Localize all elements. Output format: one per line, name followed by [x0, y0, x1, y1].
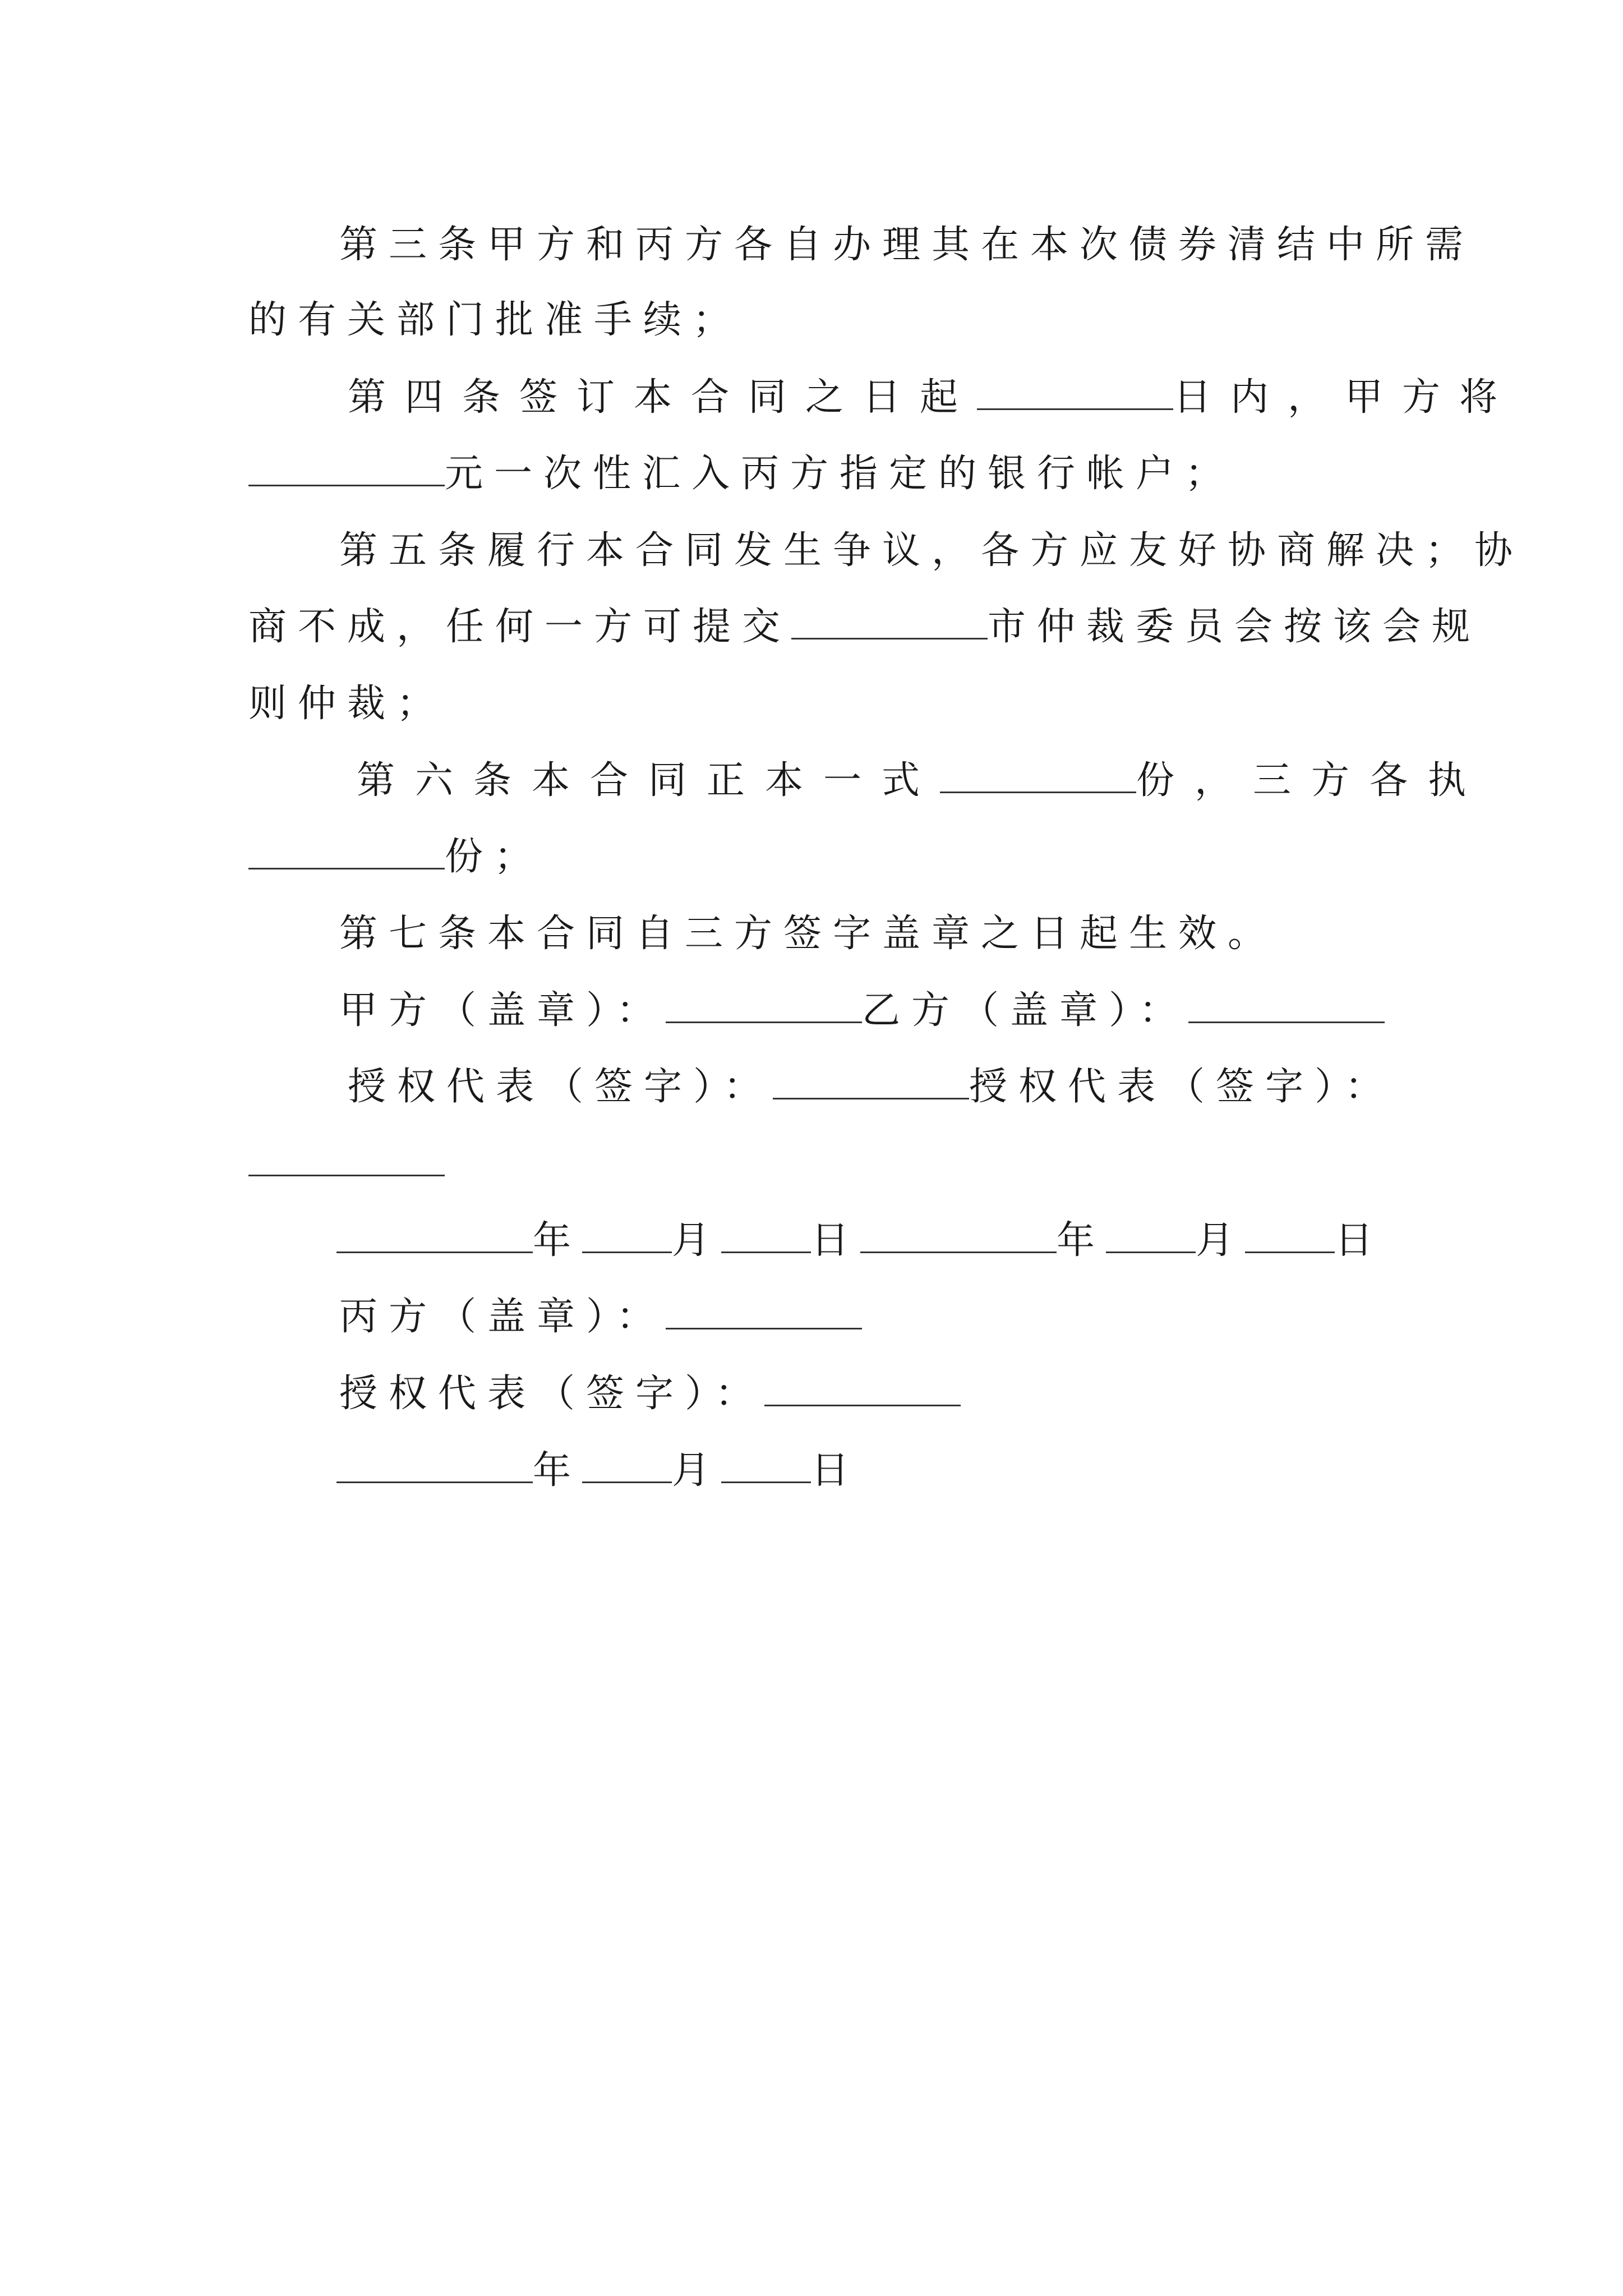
party-c-label: 丙方（盖章）：: [339, 1295, 666, 1339]
party-seal-line: [339, 986, 1385, 1036]
rep-a-label: 授权代表（签字）：: [348, 1065, 773, 1109]
date-a-year: 年: [533, 1218, 583, 1263]
clause-4-line-1: [348, 372, 1516, 423]
rep-c-line: [339, 1369, 961, 1419]
clause-5-line-3: [248, 679, 446, 729]
party-c-seal-line: [339, 1292, 862, 1342]
rep-c-signature-blank[interactable]: [764, 1369, 961, 1406]
clause-5-text-2b: 市仲裁委员会按该会规: [988, 605, 1482, 649]
clause-7-line: [339, 909, 1277, 959]
date-a-day-blank[interactable]: [721, 1216, 811, 1253]
date-b-day: 日: [1335, 1218, 1385, 1263]
date-a-month: 月: [672, 1218, 722, 1263]
date-c-day: 日: [811, 1448, 861, 1493]
date-c-day-blank[interactable]: [721, 1446, 811, 1483]
amount-blank[interactable]: [248, 449, 445, 486]
clause-3-text-2: 的有关部门批准手续；: [248, 298, 743, 342]
clause-4-line-2: [248, 449, 1234, 499]
date-b-year: 年: [1057, 1218, 1106, 1263]
party-a-seal-blank[interactable]: [666, 986, 862, 1023]
date-a-day: 日: [811, 1218, 861, 1263]
clause-4-text-2: 日内，甲方将: [1173, 375, 1517, 420]
date-b-month-blank[interactable]: [1106, 1216, 1196, 1253]
rep-c-label: 授权代表（签字）：: [339, 1372, 765, 1416]
clause-6-line-1: [357, 756, 1486, 806]
rep-b-blank-line: [248, 1139, 445, 1189]
clause-3-text-1: 第三条甲方和丙方各自办理其在本次债券清结中所需: [339, 223, 1475, 267]
arbitration-city-blank[interactable]: [791, 602, 988, 639]
clause-6-text-3: 份；: [445, 835, 544, 879]
date-line-c: [336, 1446, 860, 1496]
party-b-label: 乙方（盖章）：: [862, 988, 1189, 1033]
party-c-seal-blank[interactable]: [666, 1292, 862, 1329]
representative-line: [348, 1062, 1394, 1112]
date-line-ab: [336, 1216, 1384, 1266]
rep-b-signature-blank[interactable]: [248, 1139, 445, 1176]
date-b-year-blank[interactable]: [860, 1216, 1057, 1253]
clause-6-text-1: 第六条本合同正本一式: [357, 758, 940, 803]
clause-4-text-3: 元一次性汇入丙方指定的银行帐户；: [445, 452, 1235, 496]
clause-5-text-2a: 商不成，任何一方可提交: [248, 605, 792, 649]
clause-5-text-1: 第五条履行本合同发生争议，各方应友好协商解决；协: [339, 528, 1524, 573]
days-blank[interactable]: [977, 372, 1173, 410]
date-c-month: 月: [672, 1448, 722, 1493]
party-a-label: 甲方（盖章）：: [339, 988, 666, 1033]
clause-3-line-2: [248, 295, 742, 346]
clause-3-line-1: [339, 220, 1474, 270]
rep-b-label: 授权代表（签字）：: [969, 1065, 1395, 1109]
clause-5-text-3: 则仲裁；: [248, 682, 446, 726]
date-b-month: 月: [1196, 1218, 1246, 1263]
clause-4-text-1: 第四条签订本合同之日起: [348, 375, 978, 420]
date-b-day-blank[interactable]: [1245, 1216, 1335, 1253]
date-c-month-blank[interactable]: [582, 1446, 672, 1483]
date-a-year-blank[interactable]: [336, 1216, 533, 1253]
clause-7-text: 第七条本合同自三方签字盖章之日起生效。: [339, 912, 1278, 956]
party-b-seal-blank[interactable]: [1188, 986, 1385, 1023]
copies-total-blank[interactable]: [940, 756, 1136, 793]
clause-6-text-2: 份，三方各执: [1136, 758, 1487, 803]
clause-5-line-2: [248, 602, 1481, 652]
clause-5-line-1: [339, 526, 1524, 576]
clause-6-line-2: [248, 832, 543, 882]
date-a-month-blank[interactable]: [582, 1216, 672, 1253]
date-c-year: 年: [533, 1448, 583, 1493]
date-c-year-blank[interactable]: [336, 1446, 533, 1483]
rep-a-signature-blank[interactable]: [773, 1062, 969, 1099]
copies-each-blank[interactable]: [248, 832, 445, 869]
